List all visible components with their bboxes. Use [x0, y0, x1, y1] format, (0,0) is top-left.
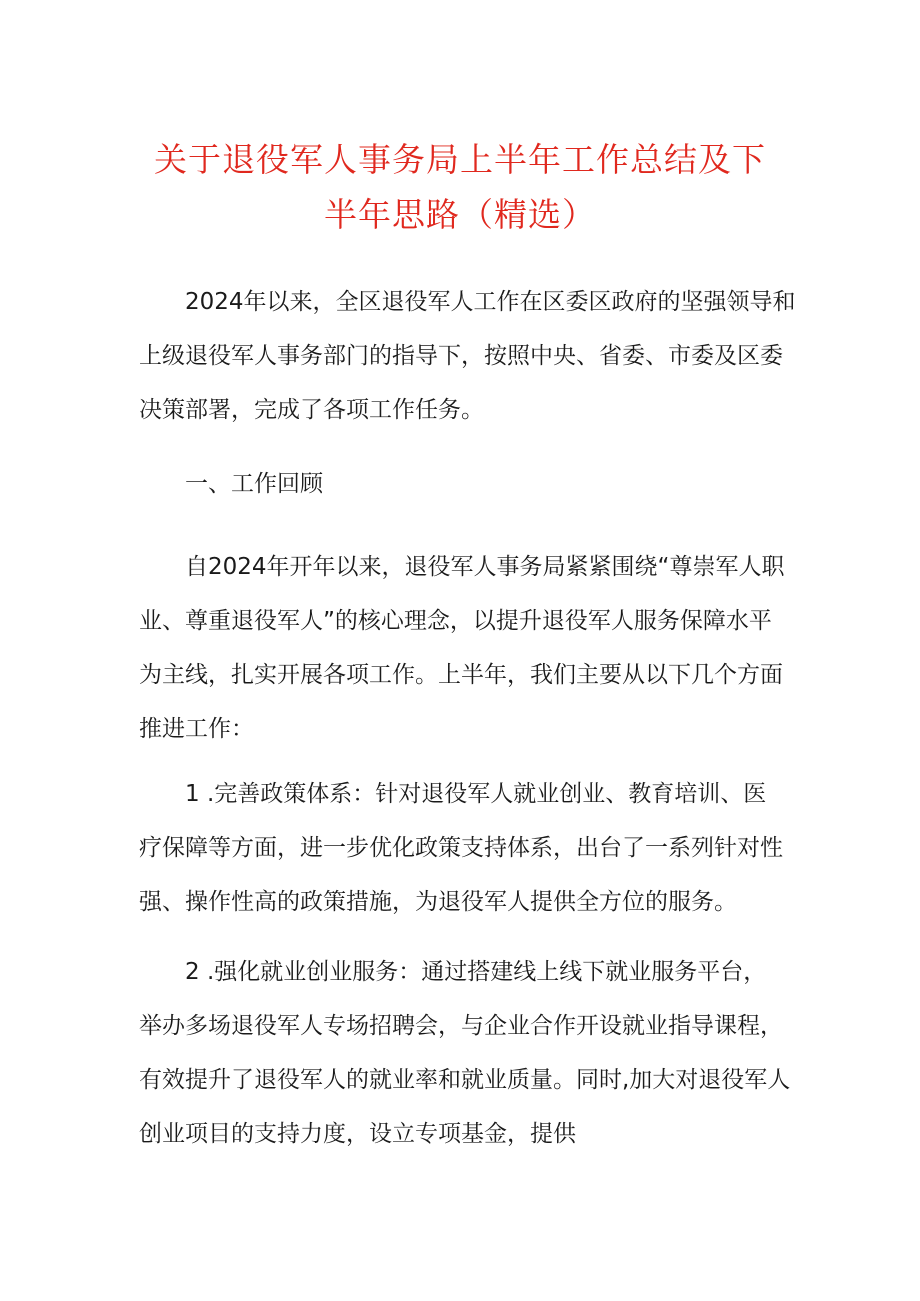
paragraph-line: 推进工作：	[139, 716, 254, 742]
intro-paragraph	[139, 275, 796, 437]
paragraph-line: 有效提升了退役军人的就业率和就业质量。同时,加大对退役军人	[139, 1067, 791, 1093]
review-paragraph	[139, 540, 789, 756]
list-item-employment	[139, 945, 789, 1161]
paragraph-line: 自2024年开年以来，退役军人事务局紧紧围绕“尊崇军人职	[185, 554, 785, 580]
paragraph-line: 疗保障等方面，进一步优化政策支持体系，出台了一系列针对性	[139, 835, 783, 861]
paragraph-line: 举办多场退役军人专场招聘会，与企业合作开设就业指导课程，	[139, 1013, 783, 1039]
paragraph-line: 上级退役军人事务部门的指导下，按照中央、省委、市委及区委	[139, 343, 783, 369]
section-heading-text: 一、工作回顾	[185, 471, 323, 497]
paragraph-line: 1 .完善政策体系：针对退役军人就业创业、教育培训、医	[185, 781, 767, 807]
document-title-line-1: 关于退役军人事务局上半年工作总结及下	[154, 140, 766, 179]
paragraph-line: 创业项目的支持力度，设立专项基金，提供	[139, 1121, 576, 1147]
paragraph-line: 决策部署，完成了各项工作任务。	[139, 397, 484, 423]
list-item-policy	[139, 767, 789, 929]
section-heading	[139, 457, 789, 511]
paragraph-line: 强、操作性高的政策措施，为退役军人提供全方位的服务。	[139, 889, 737, 915]
paragraph-line: 2024年以来，全区退役军人工作在区委区政府的坚强领导和	[185, 289, 796, 315]
paragraph-line: 为主线，扎实开展各项工作。上半年，我们主要从以下几个方面	[139, 662, 783, 688]
paragraph-line: 2 .强化就业创业服务：通过搭建线上线下就业服务平台，	[185, 959, 767, 985]
document-title-line-2: 半年思路（精选）	[324, 195, 596, 234]
paragraph-line: 业、尊重退役军人”的核心理念，以提升退役军人服务保障水平	[139, 608, 772, 634]
